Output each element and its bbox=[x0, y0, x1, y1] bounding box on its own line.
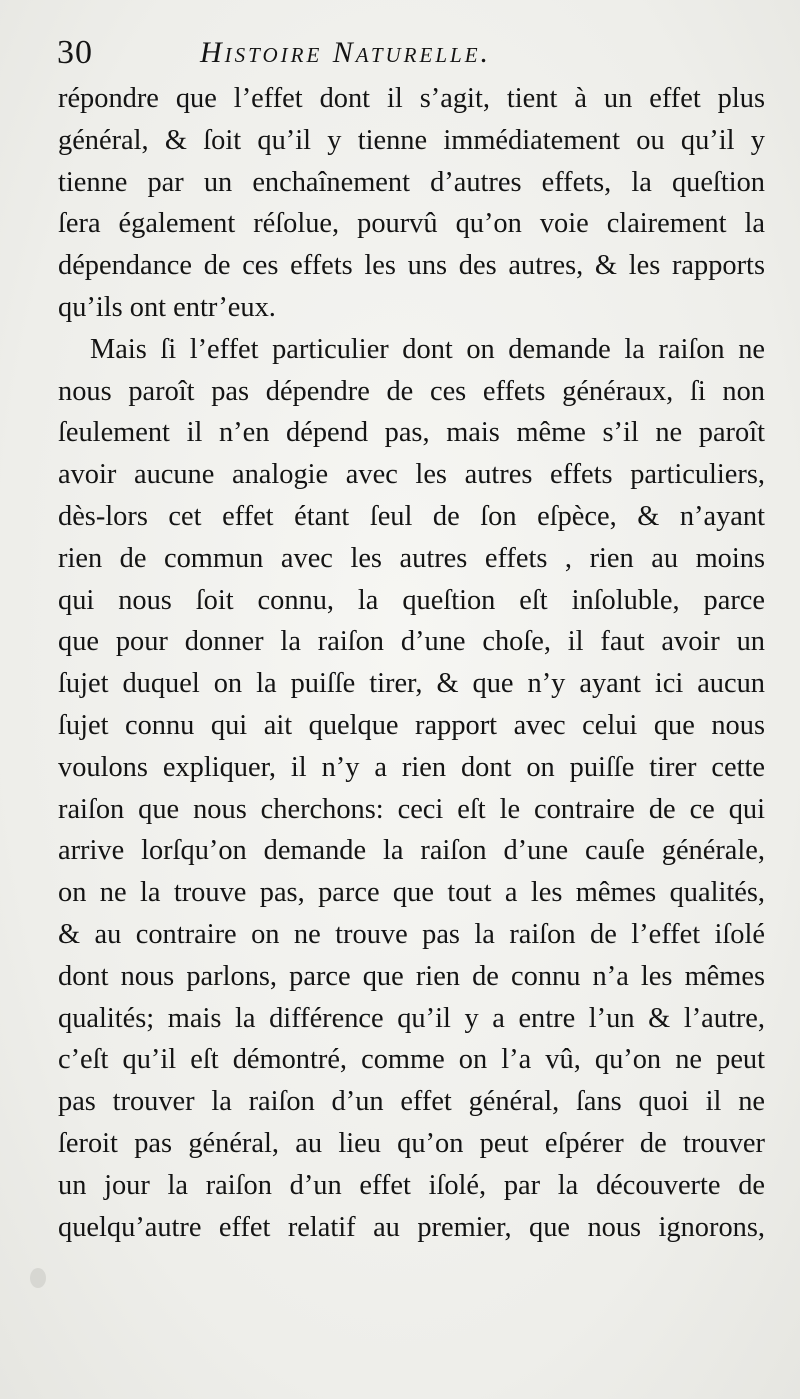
text-line: avoir aucune analogie avec les autres effets particuliers, bbox=[58, 459, 765, 491]
body-text bbox=[58, 78, 765, 1248]
text-line: tienne par un enchaînement d’autres effets, la queſtion bbox=[58, 166, 765, 198]
text-line: ſujet duquel on la puiſſe tirer, & que n’y ayant ici aucun bbox=[58, 668, 765, 700]
text-line: qui nous ſoit connu, la queſtion eſt inſoluble, parce bbox=[58, 584, 765, 616]
text-line: que pour donner la raiſon d’une choſe, il faut avoir un bbox=[58, 626, 765, 658]
text-line: qu’ils ont entr’eux. bbox=[58, 291, 276, 323]
text-line: voulons expliquer, il n’y a rien dont on puiſſe tirer cette bbox=[58, 751, 765, 783]
text-line: qualités; mais la différence qu’il y a entre l’un & l’autre, bbox=[58, 1002, 765, 1034]
text-line: raiſon que nous cherchons: ceci eſt le contraire de ce qui bbox=[58, 793, 765, 825]
text-line: ſeulement il n’en dépend pas, mais même s’il ne paroît bbox=[58, 417, 765, 449]
text-line: général, & ſoit qu’il y tienne immédiatement ou qu’il y bbox=[58, 124, 765, 156]
running-title: Histoire Naturelle. bbox=[200, 36, 492, 69]
text-line: ſera également réſolue, pourvû qu’on voie clairement la bbox=[58, 208, 765, 240]
text-line: ſeroit pas général, au lieu qu’on peut eſpérer de trouver bbox=[58, 1127, 765, 1159]
text-line: dès-lors cet effet étant ſeul de ſon eſpèce, & n’ayant bbox=[58, 500, 765, 532]
text-line: rien de commun avec les autres effets , rien au moins bbox=[58, 542, 765, 574]
text-line: un jour la raiſon d’un effet iſolé, par la découverte de bbox=[58, 1169, 765, 1201]
text-line: ſujet connu qui ait quelque rapport avec celui que nous bbox=[58, 709, 765, 741]
text-line: on ne la trouve pas, parce que tout a les mêmes qualités, bbox=[58, 877, 765, 909]
text-line: arrive lorſqu’on demande la raiſon d’une cauſe générale, bbox=[58, 835, 765, 867]
paragraph-start-line: Mais ſi l’effet particulier dont on demande la raiſon ne bbox=[90, 333, 765, 365]
text-line: c’eſt qu’il eſt démontré, comme on l’a vû, qu’on ne peut bbox=[58, 1044, 765, 1076]
text-line: répondre que l’effet dont il s’agit, tient à un effet plus bbox=[58, 83, 765, 114]
page-number: 30 bbox=[57, 34, 93, 71]
text-line: nous paroît pas dépendre de ces effets généraux, ſi non bbox=[58, 375, 765, 407]
text-line: dont nous parlons, parce que rien de connu n’a les mêmes bbox=[58, 960, 765, 992]
text-line: quelqu’autre effet relatif au premier, que nous ignorons, bbox=[58, 1211, 765, 1243]
text-line: pas trouver la raiſon d’un effet général, ſans quoi il ne bbox=[58, 1086, 765, 1118]
page-header bbox=[57, 34, 757, 80]
paper-stain bbox=[30, 1268, 46, 1288]
text-line: & au contraire on ne trouve pas la raiſon de l’effet iſolé bbox=[58, 918, 765, 950]
text-line: dépendance de ces effets les uns des autres, & les rapports bbox=[58, 250, 765, 282]
